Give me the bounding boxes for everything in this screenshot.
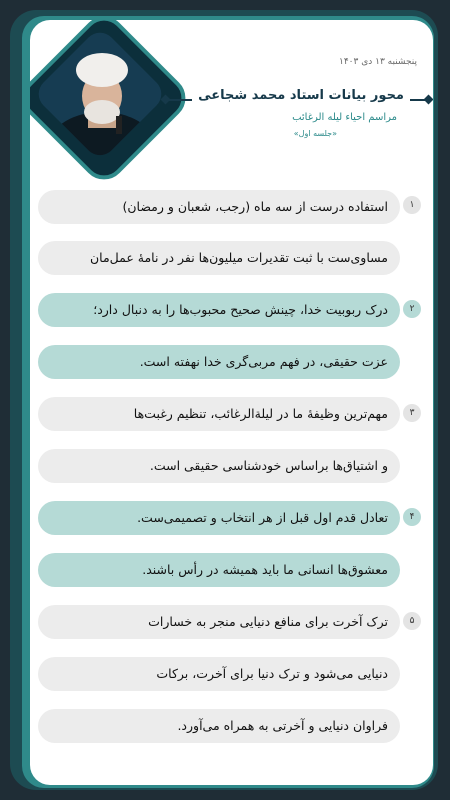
list-item-line: ترک آخرت برای منافع دنیایی منجر به خسارات — [38, 605, 400, 639]
list-item-line: فراوان دنیایی و آخرتی به همراه می‌آورد. — [38, 709, 400, 743]
diamond-icon — [424, 95, 433, 105]
diamond-icon — [161, 95, 171, 105]
session-label: «جلسه اول» — [293, 129, 337, 138]
list-item-line: استفاده درست از سه ماه (رجب، شعبان و رمضان) — [38, 190, 400, 224]
list-item-line: عزت حقیقی، در فهم مربی‌گری خدا نهفته است. — [38, 345, 400, 379]
item-number: ۴ — [403, 508, 421, 526]
date-text: پنجشنبه ۱۳ دی ۱۴۰۳ — [339, 57, 417, 67]
list-item-line: و اشتیاق‌ها براساس خودشناسی حقیقی است. — [38, 449, 400, 483]
speaker-portrait — [30, 24, 182, 194]
page-subtitle: مراسم احیاء لیله الرغائب — [292, 112, 397, 123]
item-number: ۵ — [403, 612, 421, 630]
list-item-line: درک ربوبیت خدا، چینش صحیح محبوب‌ها را به دنبال دارد؛ — [38, 293, 400, 327]
item-number: ۱ — [403, 196, 421, 214]
list-item-line: دنیایی می‌شود و ترک دنیا برای آخرت، برکات — [38, 657, 400, 691]
item-number: ۳ — [403, 404, 421, 422]
title-row — [162, 88, 432, 110]
item-number: ۲ — [403, 300, 421, 318]
list-item-line: تعادل قدم اول قبل از هر انتخاب و تصمیمی‌ست. — [38, 501, 400, 535]
content-card — [30, 20, 433, 785]
list-item-line: معشوق‌ها انسانی ما باید همیشه در رأس باشند. — [38, 553, 400, 587]
list-item-line: مساوی‌ست با ثبت تقدیرات میلیون‌ها نفر در نامهٔ عمل‌مان — [38, 241, 400, 275]
page-title: محور بیانات استاد محمد شجاعی — [192, 88, 410, 103]
list-item-line: مهم‌ترین وظیفهٔ ما در لیلة‌الرغائب، تنظیم رغبت‌ها — [38, 397, 400, 431]
